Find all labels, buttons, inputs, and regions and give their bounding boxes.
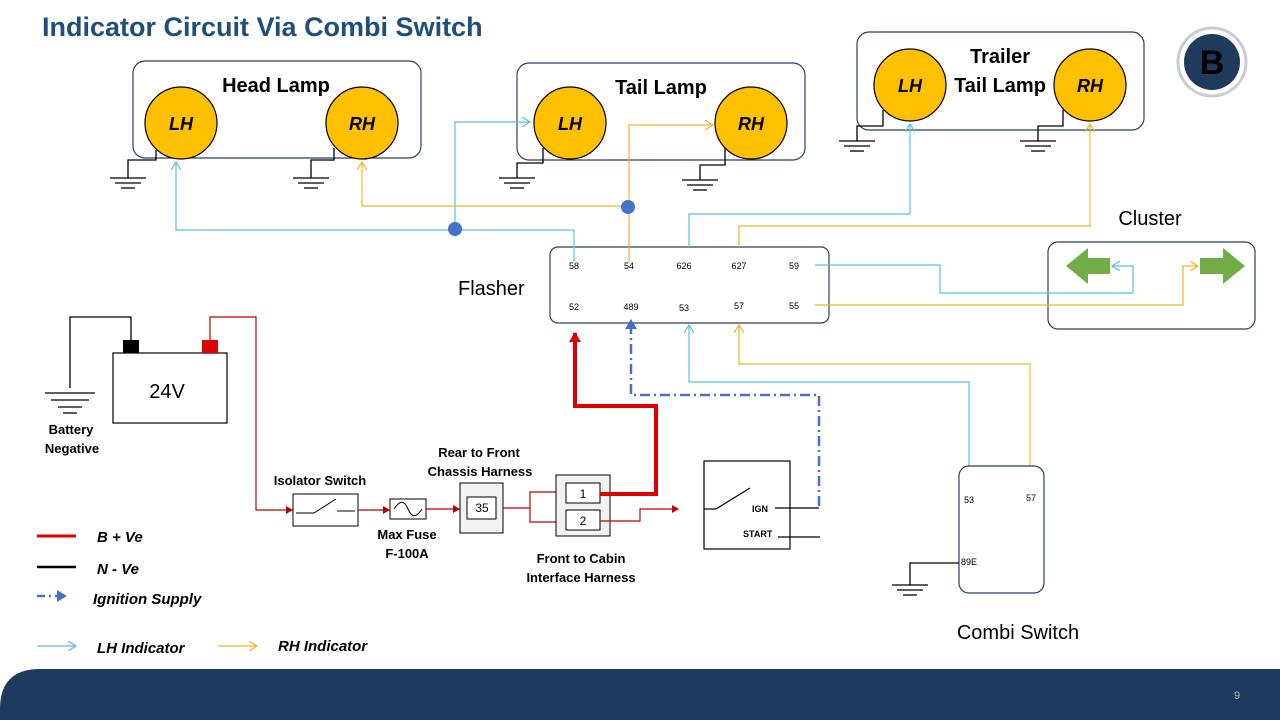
tail-lamp-lh-label: LH [558, 114, 582, 134]
trailer-lamp-rh-label: RH [1077, 76, 1103, 96]
combi-pin-57: 57 [1025, 493, 1037, 503]
max-fuse-group [358, 499, 437, 561]
flasher-group [458, 247, 829, 323]
rear-front-pin: 35 [475, 501, 489, 515]
legend-lh: LH Indicator [97, 640, 185, 657]
flasher-pin-53: 53 [678, 303, 690, 313]
battery-negative-label-2: Negative [44, 441, 100, 456]
combi-pin-89e: 89E [961, 557, 978, 567]
ignition-switch-group [600, 461, 820, 549]
logo-letter: B [1199, 44, 1225, 82]
fuse-label-2: F-100A [385, 546, 429, 561]
legend-ignition: Ignition Supply [93, 591, 202, 608]
front-cabin-label-1: Front to Cabin [536, 551, 626, 566]
head-lamp-group [133, 61, 421, 159]
flasher-pin-489: 489 [623, 302, 639, 312]
combi-switch-group [892, 466, 1079, 644]
combi-switch-box [959, 466, 1044, 593]
battery-negative-label-1: Battery [48, 422, 94, 437]
rear-front-label-2: Chassis Harness [427, 464, 533, 479]
legend [37, 529, 368, 657]
b-plus-wire [575, 333, 656, 494]
battery-voltage: 24V [149, 381, 185, 403]
trailer-lamp-lh-label: LH [898, 76, 922, 96]
trailer-lamp-title-1: Trailer [969, 46, 1031, 68]
front-cabin-label-2: Interface Harness [526, 570, 636, 585]
trailer-lamp-title-2: Tail Lamp [954, 75, 1046, 97]
flasher-pin-57: 57 [733, 301, 745, 311]
flasher-pin-626: 626 [676, 261, 692, 271]
trailer-lamp-group [857, 32, 1144, 130]
legend-n-ve: N - Ve [97, 561, 139, 578]
lh-junction-dot [448, 222, 462, 236]
battery-positive-terminal [202, 340, 218, 353]
flasher-pin-59: 59 [788, 261, 800, 271]
battery-group [45, 317, 227, 456]
legend-b-ve: B + Ve [97, 529, 143, 546]
flasher-pin-55: 55 [788, 301, 800, 311]
ignition-ign-label: IGN [752, 504, 769, 514]
rear-front-harness-group [426, 445, 532, 533]
battery-negative-terminal [123, 340, 139, 353]
isolator-switch-label: Isolator Switch [273, 473, 367, 488]
flasher-pin-52: 52 [568, 302, 580, 312]
front-cabin-pin-2: 2 [579, 514, 587, 528]
flasher-box [550, 247, 829, 323]
flasher-title: Flasher [458, 278, 525, 300]
flasher-pin-58: 58 [568, 261, 580, 271]
rear-front-label-1: Rear to Front [438, 445, 520, 460]
tail-lamp-group [517, 63, 805, 160]
head-lamp-rh-label: RH [349, 114, 375, 134]
head-lamp-title: Head Lamp [222, 75, 330, 97]
flasher-pin-54: 54 [623, 261, 635, 271]
head-lamp-lh-label: LH [169, 114, 193, 134]
rh-junction-dot [621, 200, 635, 214]
flasher-pin-627: 627 [731, 261, 747, 271]
fuse-label-1: Max Fuse [377, 527, 437, 542]
isolator-switch-group [210, 317, 366, 526]
ignition-start-label: START [743, 529, 773, 539]
footer-bar [0, 669, 1280, 720]
front-cabin-pin-1: 1 [579, 487, 587, 501]
page-title: Indicator Circuit Via Combi Switch [42, 12, 483, 42]
combi-pin-53: 53 [963, 495, 975, 505]
brand-logo [1178, 28, 1246, 96]
combi-switch-title: Combi Switch [956, 622, 1080, 644]
front-cabin-harness-group [503, 475, 636, 585]
cluster-title: Cluster [1118, 208, 1182, 230]
page-number: 9 [1233, 690, 1241, 702]
isolator-switch-box [293, 494, 358, 526]
tail-lamp-title: Tail Lamp [615, 77, 707, 99]
legend-rh: RH Indicator [278, 638, 368, 655]
tail-lamp-rh-label: RH [738, 114, 764, 134]
